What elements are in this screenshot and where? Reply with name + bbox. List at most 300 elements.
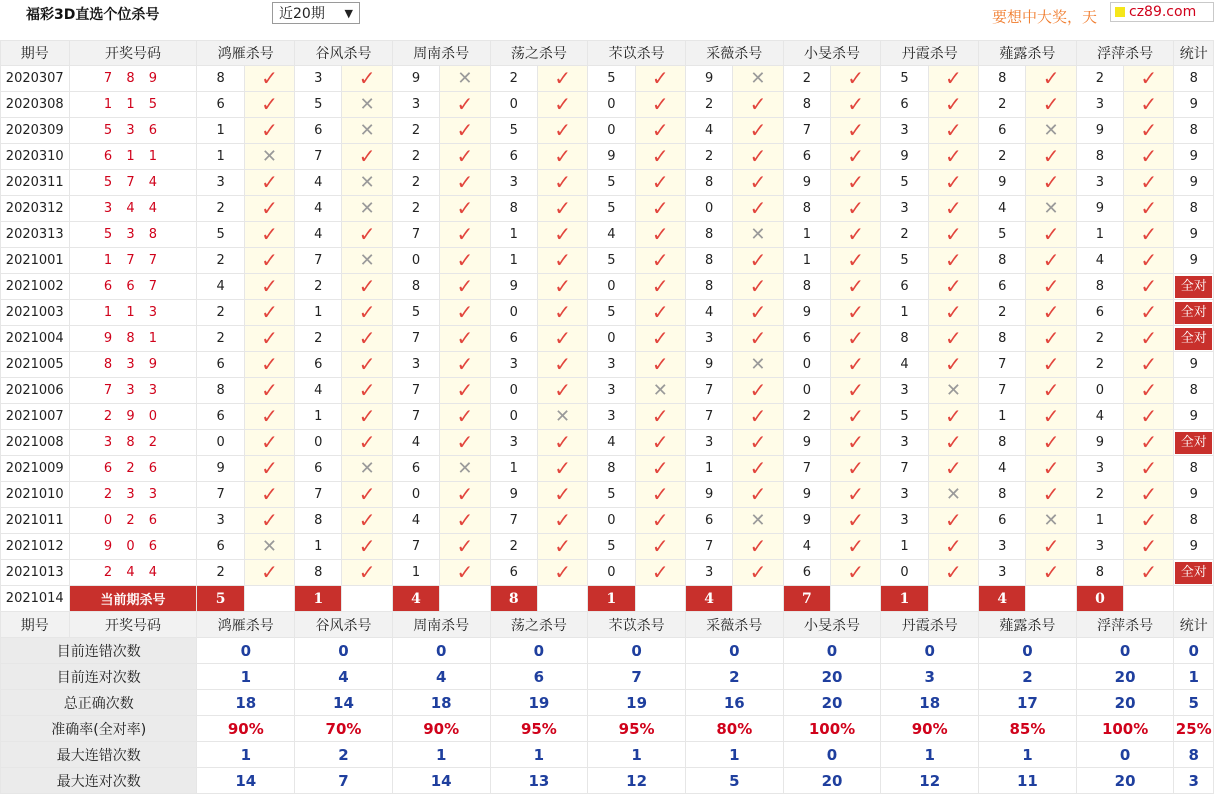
result-cell	[1124, 560, 1174, 586]
col-expert: 鸿雁杀号	[197, 41, 295, 66]
cross-icon: ✕	[359, 249, 375, 271]
summary-value: 14	[295, 690, 393, 716]
summary-value: 70%	[295, 716, 393, 742]
check-icon: ✓	[651, 560, 669, 584]
summary-value: 0	[881, 638, 979, 664]
result-cell	[928, 248, 978, 274]
kill-number-cell: 9	[783, 430, 830, 456]
check-icon: ✓	[554, 118, 571, 142]
result-cell	[831, 326, 881, 352]
summary-value: 5	[685, 768, 783, 794]
kill-number-cell: 0	[490, 300, 537, 326]
summary-value: 0	[1076, 742, 1174, 768]
summary-value: 0	[1076, 638, 1174, 664]
cross-icon: ✕	[1043, 509, 1059, 531]
kill-number-cell: 3	[588, 404, 635, 430]
chevron-down-icon: ▼	[344, 7, 353, 20]
summary-value: 18	[881, 690, 979, 716]
kill-number-cell: 1	[295, 404, 342, 430]
check-icon: ✓	[1042, 482, 1060, 506]
col-expert: 芣苡杀号	[588, 41, 686, 66]
kill-number-cell: 0	[588, 508, 635, 534]
kill-number-cell: 7	[295, 482, 342, 508]
table-row	[1, 560, 1214, 586]
kill-number-cell: 8	[783, 196, 830, 222]
check-icon: ✓	[1140, 170, 1158, 194]
check-icon: ✓	[261, 196, 278, 220]
kill-number-cell: 5	[588, 248, 635, 274]
check-icon: ✓	[651, 222, 669, 246]
kill-number-cell: 9	[588, 144, 635, 170]
kill-number-cell: 5	[881, 170, 928, 196]
table-row	[1, 248, 1214, 274]
check-icon: ✓	[1042, 326, 1060, 350]
summary-value: 14	[392, 768, 490, 794]
kill-number-cell: 8	[979, 248, 1026, 274]
table-row	[1, 534, 1214, 560]
check-icon: ✓	[456, 144, 474, 168]
kill-number-cell: 8	[1076, 144, 1123, 170]
check-icon: ✓	[1140, 430, 1158, 454]
kill-number-cell: 3	[295, 66, 342, 92]
result-cell	[733, 144, 783, 170]
kill-number-cell: 3	[490, 170, 537, 196]
check-icon: ✓	[945, 508, 962, 532]
kill-number-cell: 4	[979, 456, 1026, 482]
check-icon: ✓	[1042, 352, 1060, 376]
kill-number-cell: 0	[783, 378, 830, 404]
result-cell	[1026, 456, 1076, 482]
result-cell	[733, 352, 783, 378]
result-cell	[1124, 534, 1174, 560]
kill-number-cell: 3	[197, 170, 244, 196]
check-icon: ✓	[1042, 274, 1060, 298]
result-cell	[244, 508, 294, 534]
check-icon: ✓	[358, 508, 376, 532]
stat-cell: 9	[1174, 222, 1214, 248]
check-icon: ✓	[749, 144, 767, 168]
check-icon: ✓	[358, 430, 376, 454]
col-expert: 浮萍杀号	[1076, 41, 1174, 66]
check-icon: ✓	[261, 482, 278, 506]
kill-number-cell: 3	[588, 378, 635, 404]
kill-number-cell: 4	[392, 508, 439, 534]
kill-number-cell: 2	[1076, 326, 1123, 352]
win-number-cell: 5 7 4	[69, 170, 197, 196]
result-cell	[928, 170, 978, 196]
check-icon: ✓	[749, 300, 767, 324]
result-cell	[537, 300, 587, 326]
kill-number-cell: 0	[197, 430, 244, 456]
result-cell	[440, 534, 490, 560]
result-cell	[440, 352, 490, 378]
current-kill-label: 当前期杀号	[69, 586, 197, 612]
col-expert: 小旻杀号	[783, 41, 881, 66]
result-cell	[635, 456, 685, 482]
kill-number-cell: 1	[197, 118, 244, 144]
check-icon: ✓	[358, 274, 376, 298]
period-cell: 2021012	[1, 534, 70, 560]
result-cell	[1026, 378, 1076, 404]
result-cell	[440, 456, 490, 482]
result-cell	[635, 222, 685, 248]
kill-number-cell: 8	[197, 66, 244, 92]
result-cell	[440, 144, 490, 170]
result-cell	[1026, 118, 1076, 144]
kill-number-cell: 5	[392, 300, 439, 326]
period-cell: 2021007	[1, 404, 70, 430]
check-icon: ✓	[1042, 66, 1060, 90]
kill-number-cell: 8	[979, 482, 1026, 508]
result-cell	[928, 326, 978, 352]
check-icon: ✓	[945, 222, 962, 246]
table-row	[1, 378, 1214, 404]
summary-value: 7	[588, 664, 686, 690]
summary-value: 3	[881, 664, 979, 690]
table-row	[1, 482, 1214, 508]
kill-number-cell: 3	[881, 196, 928, 222]
summary-value: 14	[197, 768, 295, 794]
current-kill-number: 5	[197, 586, 244, 612]
current-kill-number: 1	[295, 586, 342, 612]
summary-value: 1	[588, 742, 686, 768]
cross-icon: ✕	[457, 457, 473, 479]
period-cell: 2020310	[1, 144, 70, 170]
check-icon: ✓	[456, 404, 474, 428]
result-cell	[244, 248, 294, 274]
stat-cell	[1174, 274, 1214, 300]
result-cell	[342, 222, 392, 248]
result-cell	[537, 404, 587, 430]
kill-number-cell: 6	[783, 144, 830, 170]
table-row	[1, 274, 1214, 300]
kill-number-cell: 6	[197, 404, 244, 430]
kill-number-cell: 5	[881, 248, 928, 274]
kill-number-cell: 8	[295, 560, 342, 586]
summary-label: 目前连错次数	[1, 638, 197, 664]
kill-number-cell: 9	[685, 482, 732, 508]
result-cell	[928, 430, 978, 456]
kill-number-cell: 7	[392, 222, 439, 248]
check-icon: ✓	[554, 430, 571, 454]
stat-cell: 9	[1174, 248, 1214, 274]
result-cell	[1124, 66, 1174, 92]
result-cell	[635, 404, 685, 430]
kill-number-cell: 6	[490, 326, 537, 352]
col-stat: 统计	[1174, 41, 1214, 66]
result-cell	[1026, 326, 1076, 352]
check-icon: ✓	[749, 482, 767, 506]
check-icon: ✓	[847, 144, 865, 168]
check-icon: ✓	[261, 274, 278, 298]
check-icon: ✓	[1140, 144, 1158, 168]
result-cell	[733, 92, 783, 118]
check-icon: ✓	[651, 534, 669, 558]
check-icon: ✓	[945, 92, 962, 116]
kill-number-cell: 3	[1076, 534, 1123, 560]
check-icon: ✓	[554, 508, 571, 532]
result-cell	[928, 196, 978, 222]
kill-number-cell: 0	[490, 378, 537, 404]
result-cell	[537, 170, 587, 196]
summary-value: 1	[197, 664, 295, 690]
result-cell	[831, 66, 881, 92]
result-cell	[733, 534, 783, 560]
stat-cell	[1174, 560, 1214, 586]
table-row	[1, 144, 1214, 170]
check-icon: ✓	[945, 404, 962, 428]
result-cell	[831, 560, 881, 586]
result-cell	[831, 404, 881, 430]
result-cell	[342, 430, 392, 456]
period-cell: 2021005	[1, 352, 70, 378]
check-icon: ✓	[358, 560, 376, 584]
result-cell	[342, 66, 392, 92]
result-cell	[440, 196, 490, 222]
check-icon: ✓	[358, 404, 376, 428]
result-cell	[342, 300, 392, 326]
result-cell	[537, 326, 587, 352]
check-icon: ✓	[456, 196, 474, 220]
check-icon: ✓	[1042, 92, 1060, 116]
check-icon: ✓	[945, 274, 962, 298]
empty-cell	[244, 586, 294, 612]
check-icon: ✓	[261, 456, 278, 480]
summary-value: 0	[197, 638, 295, 664]
period-select[interactable]	[272, 2, 360, 24]
kill-number-cell: 6	[295, 118, 342, 144]
check-icon: ✓	[1042, 560, 1060, 584]
check-icon: ✓	[554, 326, 571, 350]
summary-value: 0	[783, 638, 881, 664]
kill-number-cell: 0	[588, 92, 635, 118]
check-icon: ✓	[1042, 222, 1060, 246]
summary-value: 1	[685, 742, 783, 768]
col-expert: 芣苡杀号	[588, 612, 686, 638]
cross-icon: ✕	[555, 405, 571, 427]
kill-number-cell: 2	[685, 92, 732, 118]
kill-number-cell: 3	[881, 430, 928, 456]
check-icon: ✓	[554, 456, 571, 480]
result-cell	[831, 456, 881, 482]
kill-number-cell: 3	[588, 352, 635, 378]
kill-number-cell: 2	[1076, 66, 1123, 92]
summary-value: 90%	[881, 716, 979, 742]
check-icon: ✓	[847, 560, 865, 584]
result-cell	[440, 404, 490, 430]
table-row	[1, 430, 1214, 456]
kill-number-cell: 2	[490, 66, 537, 92]
check-icon: ✓	[1140, 222, 1158, 246]
kill-number-cell: 3	[1076, 92, 1123, 118]
period-select-value: 近20期	[279, 6, 325, 22]
check-icon: ✓	[749, 326, 767, 350]
check-icon: ✓	[456, 92, 474, 116]
cross-icon: ✕	[750, 67, 766, 89]
kill-number-cell: 3	[197, 508, 244, 534]
check-icon: ✓	[651, 482, 669, 506]
summary-value: 4	[295, 664, 393, 690]
check-icon: ✓	[749, 404, 767, 428]
result-cell	[733, 66, 783, 92]
result-cell	[831, 430, 881, 456]
result-cell	[440, 170, 490, 196]
kill-number-cell: 1	[392, 560, 439, 586]
result-cell	[928, 508, 978, 534]
result-cell	[635, 482, 685, 508]
summary-value: 0	[392, 638, 490, 664]
kill-number-cell: 2	[392, 144, 439, 170]
result-cell	[244, 66, 294, 92]
kill-number-cell: 2	[392, 170, 439, 196]
stat-cell: 9	[1174, 482, 1214, 508]
kill-number-cell: 4	[1076, 404, 1123, 430]
check-icon: ✓	[554, 248, 571, 272]
kill-number-cell: 8	[392, 274, 439, 300]
summary-value: 1	[490, 742, 588, 768]
result-cell	[831, 508, 881, 534]
result-cell	[733, 482, 783, 508]
kill-number-cell: 8	[685, 170, 732, 196]
check-icon: ✓	[358, 326, 376, 350]
result-cell	[635, 508, 685, 534]
table-row	[1, 170, 1214, 196]
check-icon: ✓	[456, 378, 474, 402]
check-icon: ✓	[554, 66, 571, 90]
site-badge[interactable]	[1110, 2, 1214, 22]
check-icon: ✓	[749, 92, 767, 116]
result-cell	[928, 378, 978, 404]
result-cell	[244, 482, 294, 508]
result-cell	[831, 144, 881, 170]
summary-value: 18	[197, 690, 295, 716]
kill-number-cell: 3	[490, 352, 537, 378]
kill-number-cell: 4	[588, 222, 635, 248]
summary-value: 0	[783, 742, 881, 768]
result-cell	[537, 456, 587, 482]
result-cell	[1026, 404, 1076, 430]
result-cell	[440, 378, 490, 404]
summary-value: 19	[588, 690, 686, 716]
check-icon: ✓	[945, 300, 962, 324]
kill-number-cell: 1	[295, 534, 342, 560]
table-row	[1, 456, 1214, 482]
col-expert: 采薇杀号	[685, 41, 783, 66]
kill-number-cell: 8	[1076, 274, 1123, 300]
kill-number-cell: 1	[783, 222, 830, 248]
col-expert: 周南杀号	[392, 612, 490, 638]
summary-value: 80%	[685, 716, 783, 742]
result-cell	[244, 196, 294, 222]
result-cell	[440, 482, 490, 508]
kill-number-cell: 8	[979, 430, 1026, 456]
kill-number-cell: 0	[588, 274, 635, 300]
result-cell	[1026, 196, 1076, 222]
summary-value: 20	[1076, 664, 1174, 690]
result-cell	[635, 300, 685, 326]
kill-number-cell: 7	[881, 456, 928, 482]
result-cell	[342, 482, 392, 508]
result-cell	[1026, 274, 1076, 300]
check-icon: ✓	[749, 248, 767, 272]
result-cell	[635, 430, 685, 456]
result-cell	[244, 352, 294, 378]
summary-value: 0	[295, 638, 393, 664]
result-cell	[440, 92, 490, 118]
kill-number-cell: 6	[197, 534, 244, 560]
check-icon: ✓	[261, 248, 278, 272]
kill-number-cell: 8	[685, 248, 732, 274]
kill-number-cell: 1	[881, 534, 928, 560]
period-cell: 2020312	[1, 196, 70, 222]
result-cell	[537, 274, 587, 300]
result-cell	[831, 534, 881, 560]
check-icon: ✓	[651, 404, 669, 428]
check-icon: ✓	[456, 222, 474, 246]
kill-number-cell: 3	[392, 352, 439, 378]
col-period: 期号	[1, 41, 70, 66]
kill-number-cell: 0	[490, 404, 537, 430]
period-cell: 2020308	[1, 92, 70, 118]
kill-number-cell: 4	[685, 118, 732, 144]
kill-number-cell: 7	[685, 378, 732, 404]
kill-number-cell: 7	[392, 534, 439, 560]
kill-number-cell: 3	[881, 508, 928, 534]
check-icon: ✓	[651, 92, 669, 116]
check-icon: ✓	[456, 248, 474, 272]
kill-number-cell: 3	[490, 430, 537, 456]
check-icon: ✓	[358, 378, 376, 402]
result-cell	[537, 482, 587, 508]
kill-number-cell: 4	[295, 170, 342, 196]
result-cell	[342, 534, 392, 560]
cross-icon: ✕	[652, 379, 668, 401]
result-cell	[733, 222, 783, 248]
result-cell	[928, 404, 978, 430]
kill-number-cell: 7	[295, 248, 342, 274]
result-cell	[342, 274, 392, 300]
result-cell	[244, 404, 294, 430]
stat-cell: 8	[1174, 196, 1214, 222]
result-cell	[831, 222, 881, 248]
kill-number-cell: 3	[1076, 170, 1123, 196]
kill-number-cell: 0	[1076, 378, 1123, 404]
table-row	[1, 118, 1214, 144]
kill-number-cell: 1	[979, 404, 1026, 430]
kill-number-cell: 1	[197, 144, 244, 170]
cross-icon: ✕	[359, 171, 375, 193]
result-cell	[244, 560, 294, 586]
check-icon: ✓	[554, 222, 571, 246]
summary-value: 16	[685, 690, 783, 716]
check-icon: ✓	[261, 300, 278, 324]
col-expert: 周南杀号	[392, 41, 490, 66]
check-icon: ✓	[456, 326, 474, 350]
check-icon: ✓	[456, 300, 474, 324]
check-icon: ✓	[847, 222, 865, 246]
result-cell	[1124, 508, 1174, 534]
result-cell	[928, 352, 978, 378]
result-cell	[635, 248, 685, 274]
check-icon: ✓	[358, 66, 376, 90]
result-cell	[831, 196, 881, 222]
period-cell: 2021013	[1, 560, 70, 586]
result-cell	[1026, 66, 1076, 92]
kill-number-cell: 9	[881, 144, 928, 170]
result-cell	[440, 222, 490, 248]
kill-number-cell: 9	[490, 482, 537, 508]
result-cell	[342, 352, 392, 378]
